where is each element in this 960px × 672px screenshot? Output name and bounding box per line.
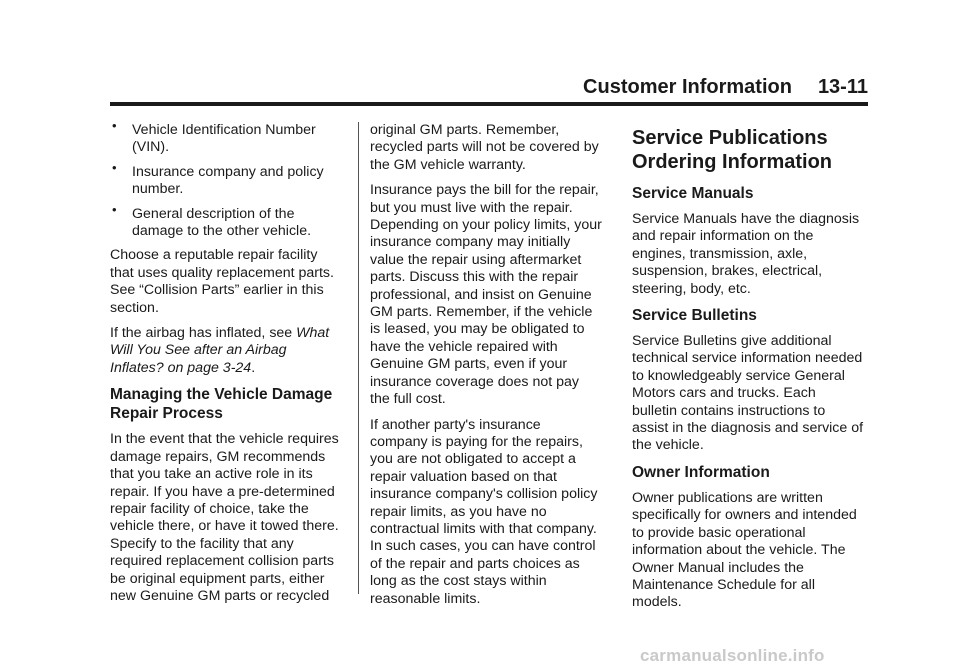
bullet-item — [110, 159, 342, 199]
section-heading-publications: Service Publications Ordering Information — [632, 127, 832, 173]
paragraph: In the event that the vehicle requires damage repairs, GM recommends that you take an active role in its repair. If you have a pre-determined repair facility of choice, take the vehicle there, or have it towed there. Specify to the facility that any required replacement collision parts be original equipment parts, either new Genuine GM parts or recycled — [110, 431, 339, 604]
paragraph: Insurance pays the bill for the repair, but you must live with the repair. Depending on your policy limits, your insurance company may initially value the repair using aftermarket parts. Discuss this with the repair professional, and insist on Genuine GM parts. Remember, if the vehicle is leased, you may be obligated to have the vehicle repaired with Genuine GM parts, even if your insurance coverage does not pay the full cost. — [370, 182, 602, 408]
column-1 — [110, 118, 342, 613]
paragraph: If another party's insurance company is paying for the repairs, you are not obligated to accept a repair valuation based on that insurance company's collision policy repair limits, as you have no contractual limits with that company. In such cases, you can have control of the repair and parts choices as long as the cost stays within reasonable limits. — [370, 416, 598, 607]
section-heading-managing: Managing the Vehicle Damage Repair Process — [110, 386, 333, 423]
text: If the airbag has inflated, see — [110, 325, 297, 342]
paragraph: Service Manuals have the diagnosis and repair information on the engines, transmission, axle, suspension, brakes, electrical, steering, body, etc. — [632, 211, 860, 297]
header-rule — [110, 102, 868, 106]
page-number: 13-11 — [817, 76, 868, 98]
paragraph-airbag — [110, 325, 342, 377]
cross-reference-link[interactable]: What Will You See after an Airbag Inflates? on page 3-24 — [110, 325, 330, 376]
bullet-text: General description of the damage to the other vehicle. — [132, 205, 312, 240]
subheading-service-manuals: Service Manuals — [632, 185, 754, 202]
bullet-item — [110, 118, 342, 157]
text: . — [251, 359, 256, 376]
column-2 — [370, 122, 602, 616]
paragraph: Owner publications are written specifically for owners and intended to provide basic operational information about the vehicle. The Owner Manual includes the Maintenance Schedule for all models. — [632, 489, 857, 611]
bullet-text: Insurance company and policy number. — [132, 163, 324, 198]
bullet-icon: • — [112, 201, 117, 217]
bullet-icon: • — [112, 159, 117, 175]
paragraph: Service Bulletins give additional technical service information needed to knowledgeably service General Motors cars and trucks. Each bulletin contains instructions to assist in the diagnosis and service of the vehicle. — [632, 333, 864, 454]
bullet-item — [110, 201, 342, 241]
subheading-service-bulletins: Service Bulletins — [632, 307, 757, 325]
paragraph: original GM parts. Remember, recycled parts will not be covered by the GM vehicle warranty. — [370, 122, 599, 173]
paragraph: Choose a reputable repair facility that uses quality replacement parts. See “Collision Parts” earlier in this section. — [110, 247, 334, 316]
bullet-icon: • — [112, 118, 117, 133]
watermark: carmanualsonline.info — [640, 646, 825, 665]
page-header — [0, 76, 868, 99]
bullet-text: Vehicle Identification Number (VIN). — [132, 122, 316, 156]
column-3 — [632, 122, 864, 620]
subheading-owner-information: Owner Information — [632, 463, 770, 481]
header-title: Customer Information — [583, 76, 792, 98]
column-divider — [358, 122, 359, 594]
